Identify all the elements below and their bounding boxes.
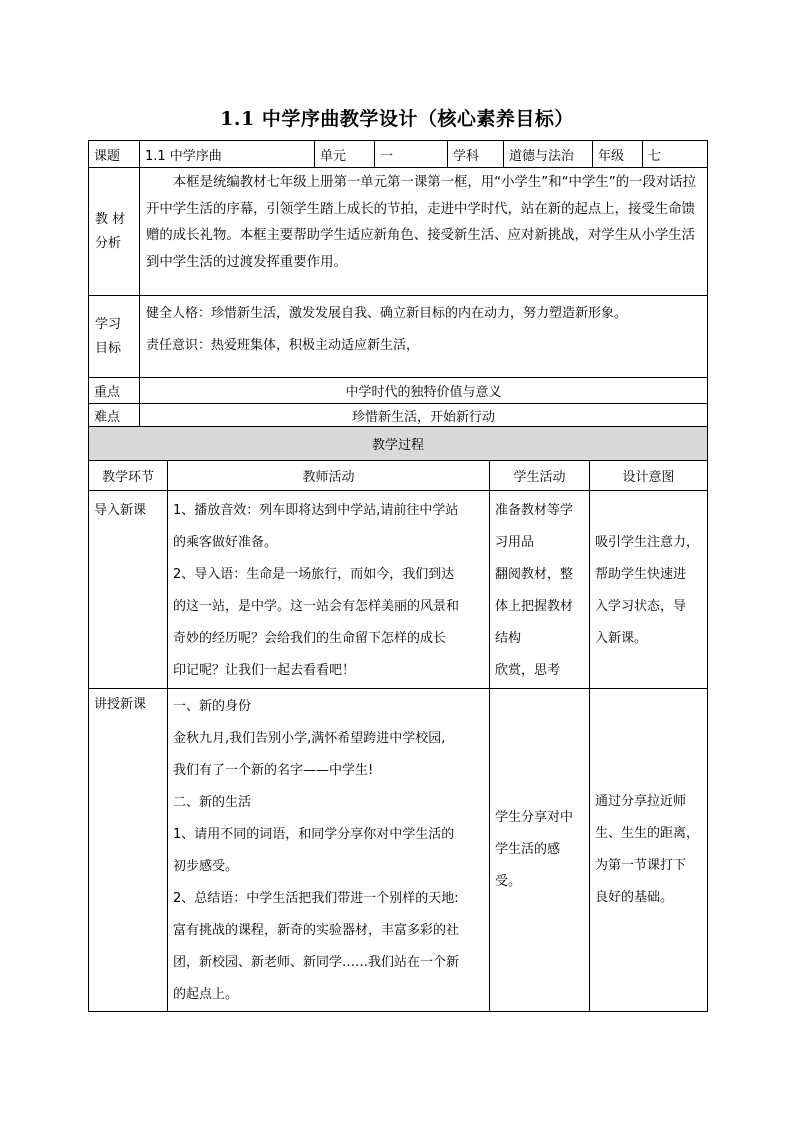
analysis-label-line2: 分析 bbox=[95, 235, 122, 251]
header-intent: 设计意图 bbox=[590, 461, 708, 491]
lesson-label: 课题 bbox=[89, 141, 140, 168]
teaching-process-table bbox=[88, 426, 708, 1012]
student-line: 体上把握教材 bbox=[495, 599, 574, 614]
analysis-label-line1: 教 材 bbox=[95, 211, 126, 227]
header-student: 学生活动 bbox=[490, 461, 590, 491]
student-activity-cell bbox=[490, 689, 590, 1012]
student-line: 欣赏，思考 bbox=[495, 663, 561, 678]
intent-line: 通过分享拉近师 bbox=[595, 794, 687, 809]
unit-value: 一 bbox=[375, 141, 448, 168]
teacher-line: 一、新的身份 bbox=[173, 699, 252, 714]
process-title: 教学过程 bbox=[89, 427, 708, 461]
difficulty-value: 珍惜新生活，开始新行动 bbox=[140, 404, 708, 428]
student-line: 学生分享对中 bbox=[495, 810, 574, 825]
stage-label: 讲授新课 bbox=[94, 697, 147, 712]
objective-item: 健全人格：珍惜新生活，激发发展自我、确立新目标的内在动力，努力塑造新形象。 bbox=[146, 306, 628, 321]
header-teacher: 教师活动 bbox=[168, 461, 490, 491]
student-line: 结构 bbox=[495, 631, 522, 646]
lesson-info-table bbox=[88, 140, 708, 428]
stage-label: 导入新课 bbox=[94, 503, 147, 518]
analysis-cell bbox=[140, 168, 708, 296]
header-stage: 教学环节 bbox=[89, 461, 168, 491]
teacher-line: 初步感受。 bbox=[173, 859, 239, 874]
teacher-line: 团，新校园、新老师、新同学……我们站在一个新 bbox=[173, 955, 460, 970]
objectives-label bbox=[89, 296, 140, 378]
objectives-label-line2: 目标 bbox=[95, 340, 122, 356]
objective-item: 责任意识：热爱班集体，积极主动适应新生活， bbox=[146, 338, 420, 353]
stage-cell bbox=[89, 689, 168, 1012]
teacher-line: 的乘客做好准备。 bbox=[173, 535, 278, 550]
analysis-text: 本框是统编教材七年级上册第一单元第一课第一框，用“小学生”和“中学生”的一段对话拉开中学生活的序幕，引领学生踏上成长的节拍，走进中学时代，站在新的起点上，接受生命馈赠的成长礼物。本框主要帮助学生适应新角色、接受新生活、应对新挑战，对学生从小学生活到中学生活的过渡发挥重要作用。 bbox=[146, 175, 696, 270]
intent-line: 入新课。 bbox=[595, 631, 648, 646]
teacher-line: 我们有了一个新的名字——中学生! bbox=[173, 763, 374, 778]
subject-label: 学科 bbox=[448, 141, 504, 168]
unit-label: 单元 bbox=[315, 141, 375, 168]
design-intent-cell bbox=[590, 689, 708, 1012]
subject-value: 道德与法治 bbox=[504, 141, 593, 168]
intent-line: 生、生生的距离， bbox=[595, 826, 700, 841]
teacher-line: 的起点上。 bbox=[173, 987, 239, 1002]
intent-line: 帮助学生快速进 bbox=[595, 567, 687, 582]
teacher-line: 印记呢？让我们一起去看看吧！ bbox=[173, 663, 356, 678]
teacher-line: 金秋九月,我们告别小学,满怀希望跨进中学校园, bbox=[173, 731, 446, 746]
stage-cell bbox=[89, 491, 168, 689]
key-point-value: 中学时代的独特价值与意义 bbox=[140, 378, 708, 404]
key-point-label: 重点 bbox=[89, 378, 140, 404]
student-line: 学生活的感受。 bbox=[495, 842, 561, 889]
teacher-line: 1、请用不同的词语，和同学分享你对中学生活的 bbox=[173, 827, 455, 842]
teacher-activity-cell bbox=[168, 689, 490, 1012]
teacher-line: 2、总结语：中学生活把我们带进一个别样的天地: bbox=[173, 891, 459, 906]
intent-line: 良好的基础。 bbox=[595, 890, 674, 905]
lesson-value: 1.1 中学序曲 bbox=[140, 141, 315, 168]
intent-line: 吸引学生注意力， bbox=[595, 535, 700, 550]
student-line: 翻阅教材，整 bbox=[495, 567, 574, 582]
teacher-line: 的这一站，是中学。这一站会有怎样美丽的风景和 bbox=[173, 599, 460, 614]
objectives-label-line1: 学习 bbox=[95, 316, 122, 332]
student-activity-cell bbox=[490, 491, 590, 689]
objectives-cell bbox=[140, 296, 708, 378]
intent-line: 为第一节课打下 bbox=[595, 858, 687, 873]
analysis-label bbox=[89, 168, 140, 296]
grade-label: 年级 bbox=[593, 141, 643, 168]
teacher-line: 1、播放音效：列车即将达到中学站,请前往中学站 bbox=[173, 503, 459, 518]
teacher-line: 二、新的生活 bbox=[173, 795, 252, 810]
intent-line: 入学习状态，导 bbox=[595, 599, 687, 614]
page-title: 1.1 中学序曲教学设计（核心素养目标） bbox=[220, 108, 574, 130]
teacher-activity-cell bbox=[168, 491, 490, 689]
teacher-line: 富有挑战的课程，新奇的实验器材，丰富多彩的社 bbox=[173, 923, 460, 938]
teacher-line: 奇妙的经历呢？会给我们的生命留下怎样的成长 bbox=[173, 631, 447, 646]
grade-value: 七 bbox=[643, 141, 708, 168]
student-line: 习用品 bbox=[495, 535, 535, 550]
design-intent-cell bbox=[590, 491, 708, 689]
teacher-line: 2、导入语：生命是一场旅行，而如今，我们到达 bbox=[173, 567, 455, 582]
difficulty-label: 难点 bbox=[89, 404, 140, 428]
student-line: 准备教材等学 bbox=[495, 503, 574, 518]
